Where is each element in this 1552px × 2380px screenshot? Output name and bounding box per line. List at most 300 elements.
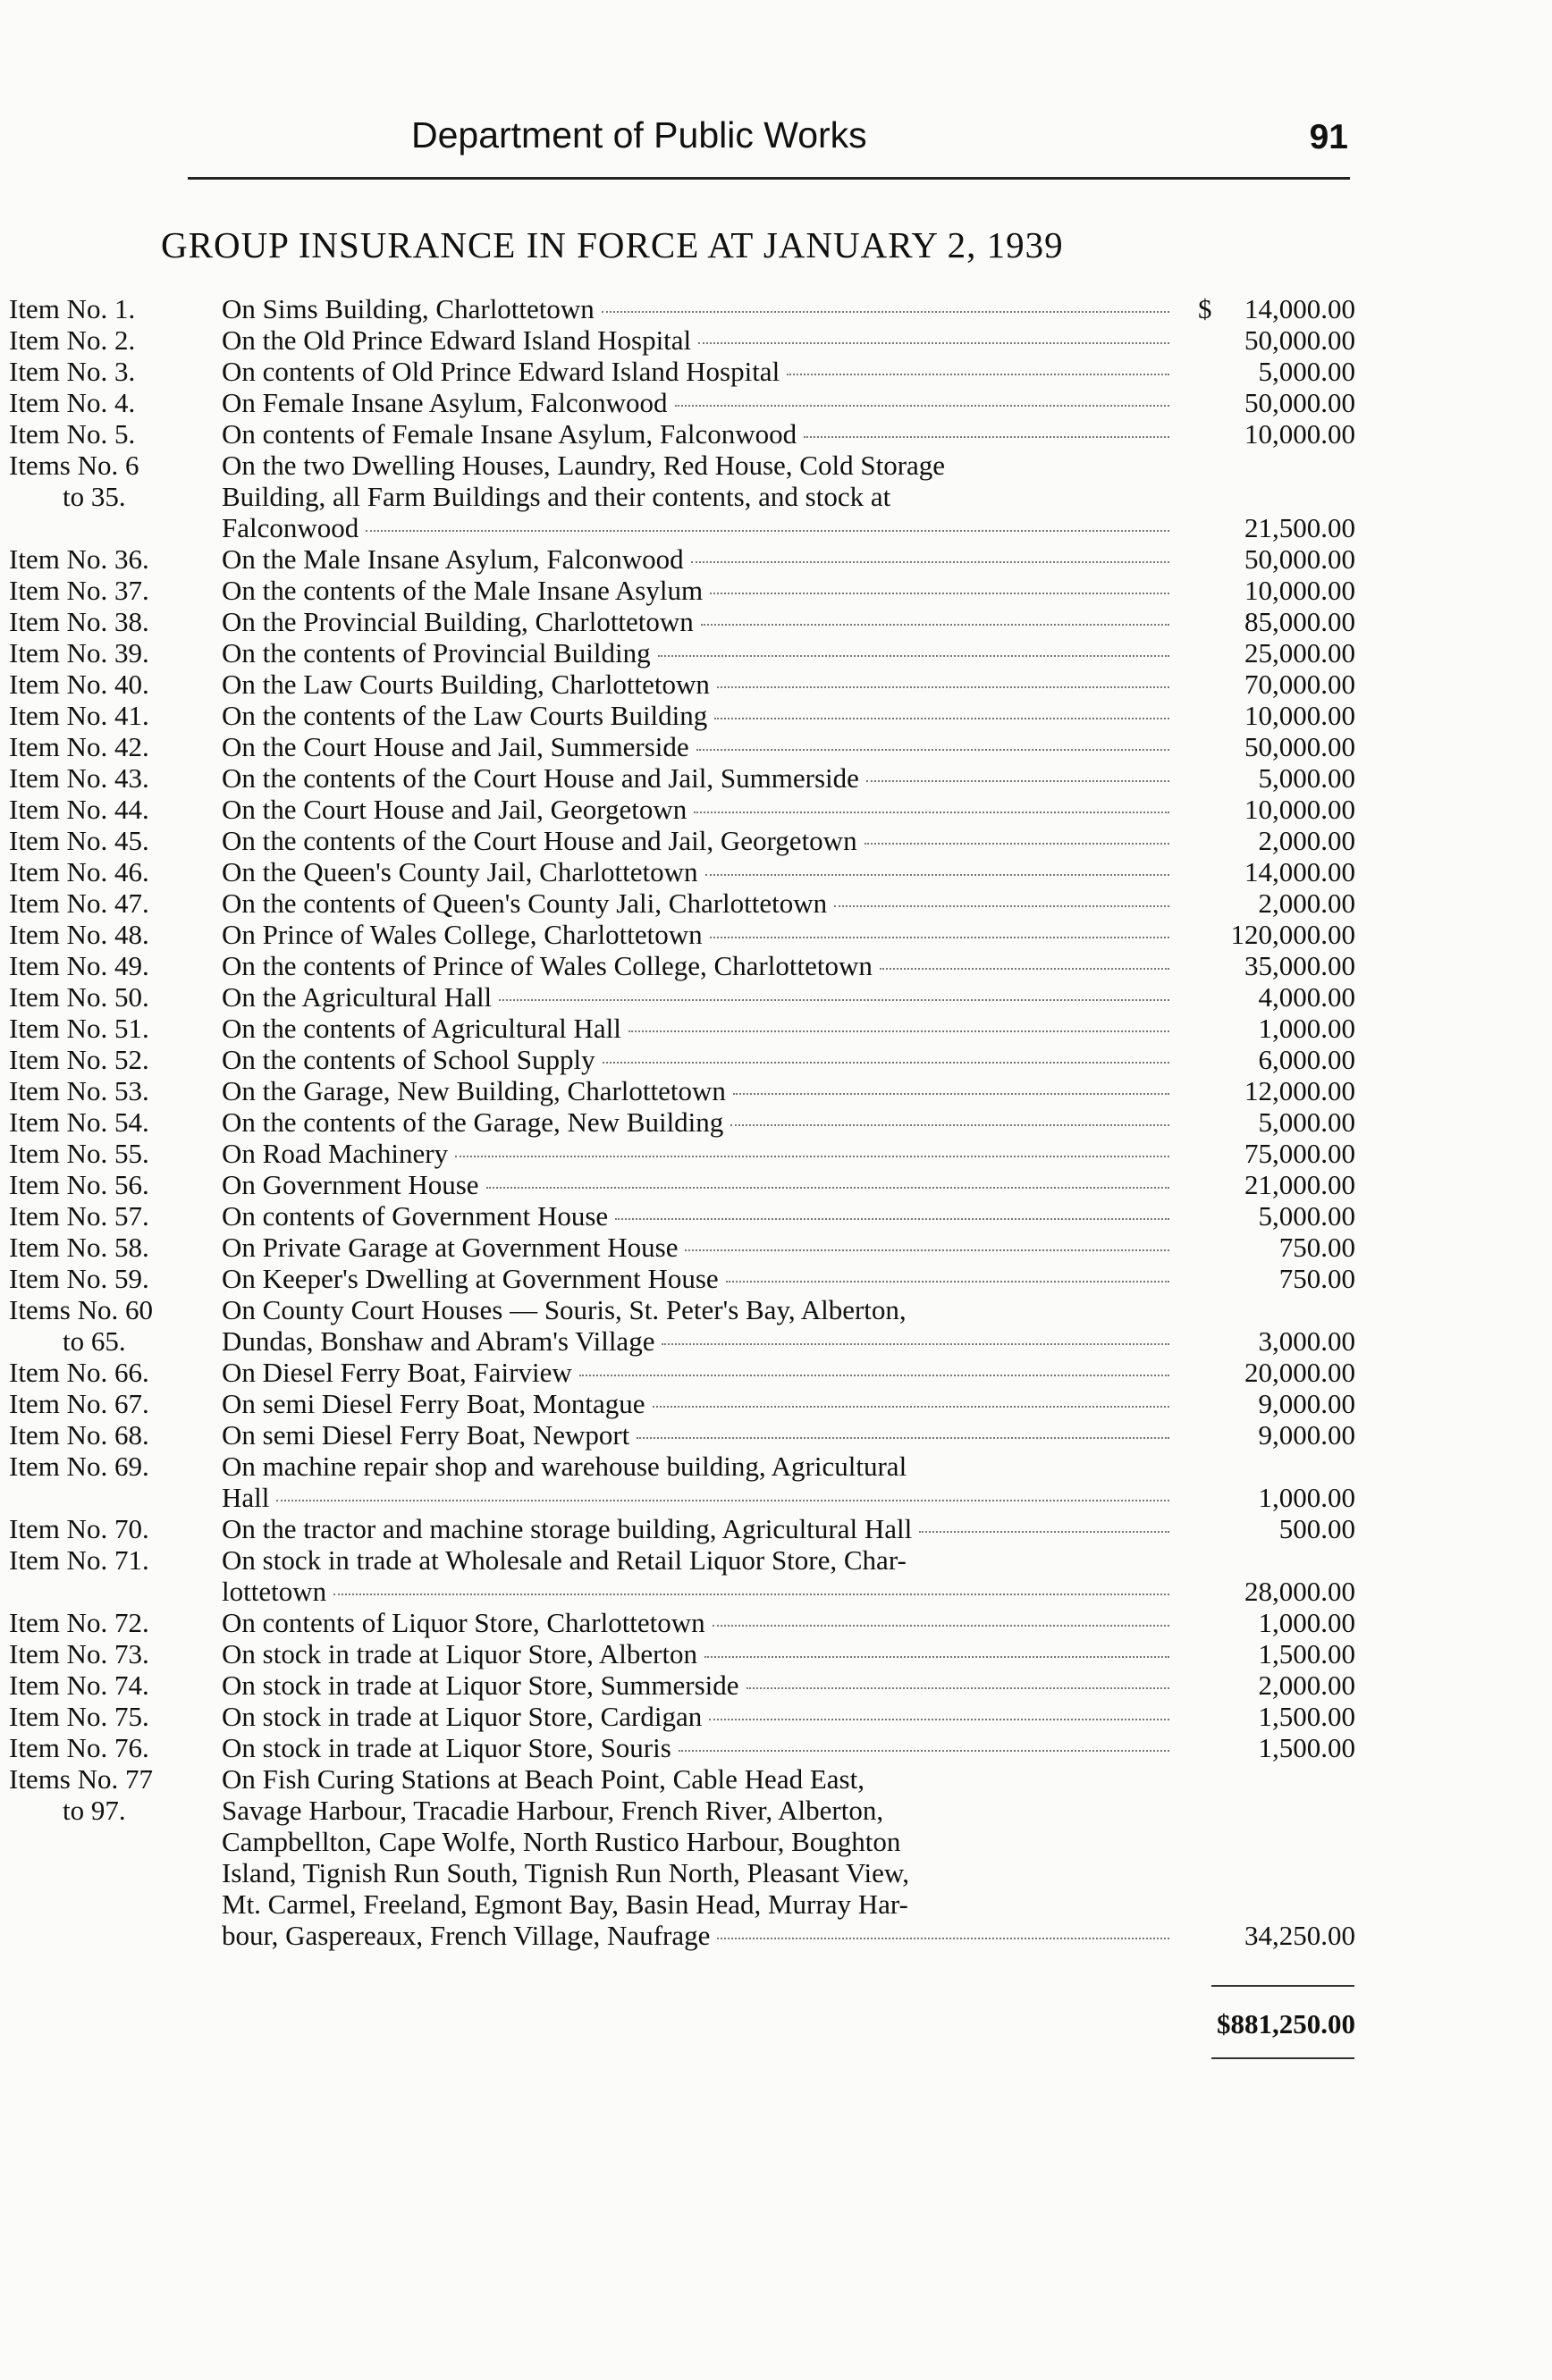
item-row — [0, 762, 1552, 794]
item-line — [0, 794, 1552, 825]
item-description-text: On the contents of the Court House and Jail, Summerside — [222, 762, 859, 794]
section-title: GROUP INSURANCE IN FORCE AT JANUARY 2, 1939 — [161, 224, 1064, 265]
item-number: Item No. 4. — [9, 387, 136, 418]
item-description — [222, 1200, 1175, 1232]
item-description — [222, 1232, 1175, 1263]
item-row — [0, 919, 1552, 950]
item-description — [222, 1106, 1175, 1138]
item-line — [0, 1200, 1552, 1232]
item-description — [222, 606, 1175, 637]
item-line — [0, 731, 1552, 762]
item-line — [0, 481, 1552, 512]
item-description: On stock in trade at Wholesale and Retail Liquor Store, Char- — [222, 1544, 907, 1576]
item-number: Item No. 2. — [9, 324, 136, 356]
item-number: Item No. 47. — [9, 887, 149, 919]
item-line — [0, 1044, 1552, 1075]
item-description — [222, 825, 1175, 856]
item-line — [0, 950, 1552, 981]
item-description-text: On the tractor and machine storage building, Agricultural Hall — [222, 1513, 913, 1544]
item-description-text: On Road Machinery — [222, 1138, 449, 1169]
dot-leader — [704, 1656, 1169, 1658]
item-amount: 10,000.00 — [1244, 418, 1355, 450]
item-line — [0, 1888, 1552, 1920]
dot-leader — [865, 843, 1169, 845]
item-row — [0, 575, 1552, 606]
total-rule-bottom — [1211, 2057, 1354, 2059]
item-description-text: On the contents of Agricultural Hall — [222, 1013, 621, 1044]
item-description — [222, 981, 1175, 1013]
item-description — [222, 1138, 1175, 1169]
item-line — [0, 543, 1552, 575]
item-amount: 120,000.00 — [1230, 919, 1355, 950]
item-number: Item No. 50. — [9, 981, 149, 1013]
item-row — [0, 669, 1552, 700]
item-number: Item No. 41. — [9, 700, 149, 731]
item-amount: 28,000.00 — [1244, 1576, 1355, 1607]
item-number: Item No. 40. — [9, 669, 149, 700]
item-amount: 1,000.00 — [1258, 1482, 1355, 1513]
dot-leader — [694, 812, 1169, 813]
item-amount: 9,000.00 — [1258, 1419, 1355, 1451]
item-line — [0, 856, 1552, 887]
item-number: Item No. 1. — [9, 293, 136, 324]
item-line — [0, 919, 1552, 950]
item-line — [0, 887, 1552, 919]
item-number: Item No. 37. — [9, 575, 149, 606]
item-amount: 2,000.00 — [1258, 825, 1355, 856]
dot-leader — [658, 655, 1169, 657]
item-row — [0, 981, 1552, 1013]
currency-symbol: $ — [1198, 293, 1212, 324]
item-description-text: On the contents of Queen's County Jali, Charlottetown — [222, 887, 828, 919]
item-description — [222, 1075, 1175, 1106]
item-row — [0, 387, 1552, 418]
item-row — [0, 887, 1552, 919]
item-amount: 9,000.00 — [1258, 1388, 1355, 1419]
dot-leader — [603, 1062, 1169, 1064]
item-number: Item No. 52. — [9, 1044, 149, 1075]
running-head: Department of Public Works — [411, 114, 867, 156]
dot-leader — [710, 593, 1169, 594]
item-amount: 1,500.00 — [1258, 1701, 1355, 1732]
item-description-text: On the contents of the Law Courts Building — [222, 700, 708, 731]
item-amount: 35,000.00 — [1244, 950, 1355, 981]
item-amount: 10,000.00 — [1244, 794, 1355, 825]
item-number: Item No. 38. — [9, 606, 149, 637]
dot-leader — [333, 1594, 1169, 1595]
item-description — [222, 324, 1175, 356]
item-line — [0, 418, 1552, 450]
item-number: Item No. 68. — [9, 1419, 149, 1451]
item-amount: 70,000.00 — [1244, 669, 1355, 700]
item-description — [222, 856, 1175, 887]
item-amount: 50,000.00 — [1244, 324, 1355, 356]
item-number: Item No. 42. — [9, 731, 149, 762]
item-description-text: On stock in trade at Liquor Store, Summerside — [222, 1669, 739, 1701]
item-amount: 1,500.00 — [1258, 1732, 1355, 1763]
item-row — [0, 856, 1552, 887]
item-row — [0, 1294, 1552, 1357]
item-number: Item No. 3. — [9, 356, 136, 387]
item-number: Item No. 48. — [9, 919, 149, 950]
item-description — [222, 731, 1175, 762]
item-number: Item No. 67. — [9, 1388, 149, 1419]
item-description — [222, 387, 1175, 418]
item-row — [0, 1388, 1552, 1419]
item-row — [0, 1200, 1552, 1232]
item-description — [222, 669, 1175, 700]
item-line — [0, 1763, 1552, 1795]
item-line — [0, 1419, 1552, 1451]
item-row — [0, 1513, 1552, 1544]
dot-leader — [691, 561, 1169, 563]
item-line — [0, 825, 1552, 856]
item-line — [0, 1169, 1552, 1200]
item-description — [222, 1357, 1175, 1388]
item-description: On Fish Curing Stations at Beach Point, Cable Head East, — [222, 1763, 865, 1795]
item-amount: 50,000.00 — [1244, 731, 1355, 762]
dot-leader — [834, 905, 1169, 907]
item-line — [0, 1325, 1552, 1357]
item-line — [0, 324, 1552, 356]
item-row — [0, 606, 1552, 637]
item-number: Item No. 69. — [9, 1451, 149, 1482]
item-description — [222, 762, 1175, 794]
item-line — [0, 669, 1552, 700]
item-number: Item No. 74. — [9, 1669, 149, 1701]
item-number: Item No. 59. — [9, 1263, 149, 1294]
item-line — [0, 1106, 1552, 1138]
item-description-text: On the Old Prince Edward Island Hospital — [222, 324, 692, 356]
total-rule-top — [1211, 1985, 1354, 1987]
item-row — [0, 1544, 1552, 1607]
item-row — [0, 1451, 1552, 1513]
dot-leader — [710, 937, 1169, 938]
item-line — [0, 700, 1552, 731]
item-amount: 1,000.00 — [1258, 1607, 1355, 1638]
item-number: Item No. 5. — [9, 418, 136, 450]
item-amount: 5,000.00 — [1258, 1200, 1355, 1232]
item-description-text: On the contents of the Male Insane Asylum — [222, 575, 704, 606]
item-description — [222, 637, 1175, 669]
item-description — [222, 700, 1175, 731]
item-description — [222, 794, 1175, 825]
item-amount: 1,000.00 — [1258, 1013, 1355, 1044]
item-row — [0, 794, 1552, 825]
item-amount: 34,250.00 — [1244, 1920, 1355, 1951]
item-description-text: On the Agricultural Hall — [222, 981, 493, 1013]
item-number: Item No. 66. — [9, 1357, 149, 1388]
item-number: Item No. 71. — [9, 1544, 149, 1576]
dot-leader — [730, 1124, 1169, 1126]
item-description — [222, 1013, 1175, 1044]
dot-leader — [726, 1281, 1169, 1283]
item-description-text: On Government House — [222, 1169, 479, 1200]
item-description — [222, 1513, 1175, 1544]
item-line — [0, 356, 1552, 387]
dot-leader — [919, 1531, 1169, 1533]
item-description-text: On the contents of Prince of Wales College, Charlottetown — [222, 950, 873, 981]
item-description-text: On Private Garage at Government House — [222, 1232, 679, 1263]
item-amount: 20,000.00 — [1244, 1357, 1355, 1388]
item-amount: 1,500.00 — [1258, 1638, 1355, 1669]
item-line — [0, 1826, 1552, 1857]
item-description-text: On the Queen's County Jail, Charlottetown — [222, 856, 698, 887]
dot-leader — [713, 1625, 1169, 1627]
item-description: Building, all Farm Buildings and their contents, and stock at — [222, 481, 891, 512]
item-row — [0, 1357, 1552, 1388]
item-description-text: On the contents of School Supply — [222, 1044, 595, 1075]
item-amount: 5,000.00 — [1258, 762, 1355, 794]
item-description — [222, 1701, 1175, 1732]
item-line — [0, 1482, 1552, 1513]
item-line — [0, 1232, 1552, 1263]
item-number: Item No. 57. — [9, 1200, 149, 1232]
item-line — [0, 1357, 1552, 1388]
item-row — [0, 1044, 1552, 1075]
item-description-text: On the Court House and Jail, Summerside — [222, 731, 689, 762]
item-description-text: On the Provincial Building, Charlottetown — [222, 606, 694, 637]
item-amount: 10,000.00 — [1244, 575, 1355, 606]
item-row — [0, 637, 1552, 669]
item-amount: 50,000.00 — [1244, 387, 1355, 418]
item-description-text: On the Garage, New Building, Charlottetown — [222, 1075, 726, 1106]
item-number: to 65. — [63, 1325, 126, 1357]
dot-leader — [701, 624, 1169, 626]
item-amount: 6,000.00 — [1258, 1044, 1355, 1075]
item-number: Item No. 70. — [9, 1513, 149, 1544]
item-amount: 21,500.00 — [1244, 512, 1355, 543]
dot-leader — [455, 1156, 1169, 1157]
item-description-text: On semi Diesel Ferry Boat, Montague — [222, 1388, 645, 1419]
item-description-text: On Keeper's Dwelling at Government House — [222, 1263, 719, 1294]
item-description-text: On semi Diesel Ferry Boat, Newport — [222, 1419, 630, 1451]
item-description-text: On Prince of Wales College, Charlottetown — [222, 919, 703, 950]
item-amount: 750.00 — [1278, 1232, 1355, 1263]
item-description — [222, 1482, 1175, 1513]
item-row — [0, 1232, 1552, 1263]
item-amount: 14,000.00 — [1244, 856, 1355, 887]
item-description-text: Hall — [222, 1482, 270, 1513]
dot-leader — [709, 1719, 1169, 1720]
item-description — [222, 1920, 1175, 1951]
item-description: Savage Harbour, Tracadie Harbour, French River, Alberton, — [222, 1795, 884, 1826]
item-description — [222, 512, 1175, 543]
item-description-text: Falconwood — [222, 512, 359, 543]
dot-leader — [746, 1687, 1169, 1689]
item-line — [0, 512, 1552, 543]
item-row — [0, 1607, 1552, 1638]
item-description — [222, 887, 1175, 919]
item-line — [0, 981, 1552, 1013]
dot-leader — [804, 436, 1169, 438]
item-amount: 5,000.00 — [1258, 1106, 1355, 1138]
item-number: Item No. 75. — [9, 1701, 149, 1732]
item-description — [222, 1044, 1175, 1075]
item-description-text: On stock in trade at Liquor Store, Cardigan — [222, 1701, 703, 1732]
item-description — [222, 293, 1175, 324]
item-line — [0, 1451, 1552, 1482]
item-amount: 21,000.00 — [1244, 1169, 1355, 1200]
page-number: 91 — [1309, 118, 1348, 156]
item-number: Item No. 43. — [9, 762, 149, 794]
item-amount: 4,000.00 — [1258, 981, 1355, 1013]
item-description: On County Court Houses — Souris, St. Peter's Bay, Alberton, — [222, 1294, 907, 1325]
dot-leader — [579, 1375, 1169, 1376]
item-number: Item No. 45. — [9, 825, 149, 856]
item-number: Item No. 73. — [9, 1638, 149, 1669]
item-number: to 35. — [63, 481, 126, 512]
item-line — [0, 762, 1552, 794]
item-line — [0, 1795, 1552, 1826]
item-row — [0, 1138, 1552, 1169]
item-line — [0, 1013, 1552, 1044]
item-line — [0, 1669, 1552, 1701]
item-row — [0, 1169, 1552, 1200]
item-amount: 85,000.00 — [1244, 606, 1355, 637]
item-line — [0, 1388, 1552, 1419]
item-amount: 12,000.00 — [1244, 1075, 1355, 1106]
item-number: Item No. 55. — [9, 1138, 149, 1169]
item-row — [0, 1419, 1552, 1451]
item-row — [0, 950, 1552, 981]
item-description-text: On the Male Insane Asylum, Falconwood — [222, 543, 684, 575]
item-amount: 75,000.00 — [1244, 1138, 1355, 1169]
item-description-text: On the contents of Provincial Building — [222, 637, 651, 669]
item-line — [0, 1263, 1552, 1294]
dot-leader — [499, 999, 1169, 1001]
item-amount: 2,000.00 — [1258, 887, 1355, 919]
item-line — [0, 1294, 1552, 1325]
item-description: On the two Dwelling Houses, Laundry, Red House, Cold Storage — [222, 450, 946, 481]
item-description-text: On contents of Old Prince Edward Island Hospital — [222, 356, 780, 387]
item-description-text: On the contents of the Court House and Jail, Georgetown — [222, 825, 857, 856]
dot-leader — [602, 311, 1169, 313]
item-line — [0, 575, 1552, 606]
item-number: Item No. 76. — [9, 1732, 149, 1763]
item-number: Item No. 53. — [9, 1075, 149, 1106]
item-line — [0, 1075, 1552, 1106]
item-description-text: On contents of Liquor Store, Charlottetown — [222, 1607, 705, 1638]
page-header — [188, 114, 1350, 168]
item-description — [222, 1169, 1175, 1200]
item-number: Item No. 51. — [9, 1013, 149, 1044]
item-description — [222, 919, 1175, 950]
item-number: Items No. 60 — [9, 1294, 154, 1325]
item-row — [0, 1075, 1552, 1106]
dot-leader — [276, 1500, 1169, 1501]
item-description — [222, 1607, 1175, 1638]
item-row — [0, 1669, 1552, 1701]
item-description: Mt. Carmel, Freeland, Egmont Bay, Basin Head, Murray Har- — [222, 1888, 908, 1920]
item-row — [0, 1013, 1552, 1044]
item-number: to 97. — [63, 1795, 126, 1826]
item-amount: 500.00 — [1278, 1513, 1355, 1544]
item-description — [222, 1669, 1175, 1701]
item-number: Item No. 56. — [9, 1169, 149, 1200]
item-description: Island, Tignish Run South, Tignish Run North, Pleasant View, — [222, 1857, 909, 1888]
item-line — [0, 1857, 1552, 1888]
item-amount: 3,000.00 — [1258, 1325, 1355, 1357]
item-amount: 50,000.00 — [1244, 543, 1355, 575]
item-number: Items No. 77 — [9, 1763, 154, 1795]
item-line — [0, 1732, 1552, 1763]
dot-leader — [696, 749, 1169, 751]
item-description — [222, 1325, 1175, 1357]
item-amount: 10,000.00 — [1244, 700, 1355, 731]
item-description-text: On contents of Government House — [222, 1200, 609, 1232]
dot-leader — [486, 1187, 1169, 1189]
dot-leader — [717, 1938, 1169, 1939]
item-line — [0, 606, 1552, 637]
item-number: Item No. 39. — [9, 637, 149, 669]
item-description-text: Dundas, Bonshaw and Abram's Village — [222, 1325, 655, 1357]
item-description — [222, 1576, 1175, 1607]
item-row — [0, 1638, 1552, 1669]
item-description-text: On Female Insane Asylum, Falconwood — [222, 387, 668, 418]
dot-leader — [662, 1343, 1169, 1345]
dot-leader — [675, 405, 1169, 407]
item-description-text: On contents of Female Insane Asylum, Falconwood — [222, 418, 797, 450]
item-description — [222, 1263, 1175, 1294]
dot-leader — [733, 1093, 1169, 1095]
item-row — [0, 450, 1552, 543]
item-row — [0, 1763, 1552, 1951]
dot-leader — [637, 1437, 1169, 1439]
item-description — [222, 575, 1175, 606]
item-description — [222, 418, 1175, 450]
item-line — [0, 1544, 1552, 1576]
item-amount: 2,000.00 — [1258, 1669, 1355, 1701]
item-number: Item No. 36. — [9, 543, 149, 575]
item-line — [0, 1638, 1552, 1669]
item-description — [222, 1732, 1175, 1763]
item-row — [0, 1106, 1552, 1138]
item-description-text: lottetown — [222, 1576, 327, 1607]
item-line — [0, 1920, 1552, 1951]
dot-leader — [705, 874, 1169, 876]
dot-leader — [717, 686, 1169, 688]
item-line — [0, 293, 1552, 324]
item-description-text: On stock in trade at Liquor Store, Souris — [222, 1732, 671, 1763]
item-row — [0, 324, 1552, 356]
item-row — [0, 731, 1552, 762]
item-line — [0, 1701, 1552, 1732]
item-description — [222, 1419, 1175, 1451]
grand-total: $881,250.00 — [1217, 2008, 1355, 2039]
item-description — [222, 1638, 1175, 1669]
item-row — [0, 418, 1552, 450]
item-number: Item No. 44. — [9, 794, 149, 825]
item-row — [0, 1263, 1552, 1294]
item-line — [0, 1576, 1552, 1607]
item-description-text: On Sims Building, Charlottetown — [222, 293, 595, 324]
item-line — [0, 387, 1552, 418]
item-number: Item No. 46. — [9, 856, 149, 887]
dot-leader — [866, 780, 1169, 782]
item-description-text: On the Court House and Jail, Georgetown — [222, 794, 687, 825]
item-line — [0, 1138, 1552, 1169]
dot-leader — [685, 1249, 1169, 1251]
dot-leader — [628, 1030, 1169, 1032]
item-row — [0, 1701, 1552, 1732]
item-amount: 25,000.00 — [1244, 637, 1355, 669]
item-amount: 14,000.00 — [1244, 293, 1355, 324]
item-description-text: On Diesel Ferry Boat, Fairview — [222, 1357, 572, 1388]
item-description — [222, 356, 1175, 387]
item-description: Campbellton, Cape Wolfe, North Rustico Harbour, Boughton — [222, 1826, 901, 1857]
item-description — [222, 1388, 1175, 1419]
